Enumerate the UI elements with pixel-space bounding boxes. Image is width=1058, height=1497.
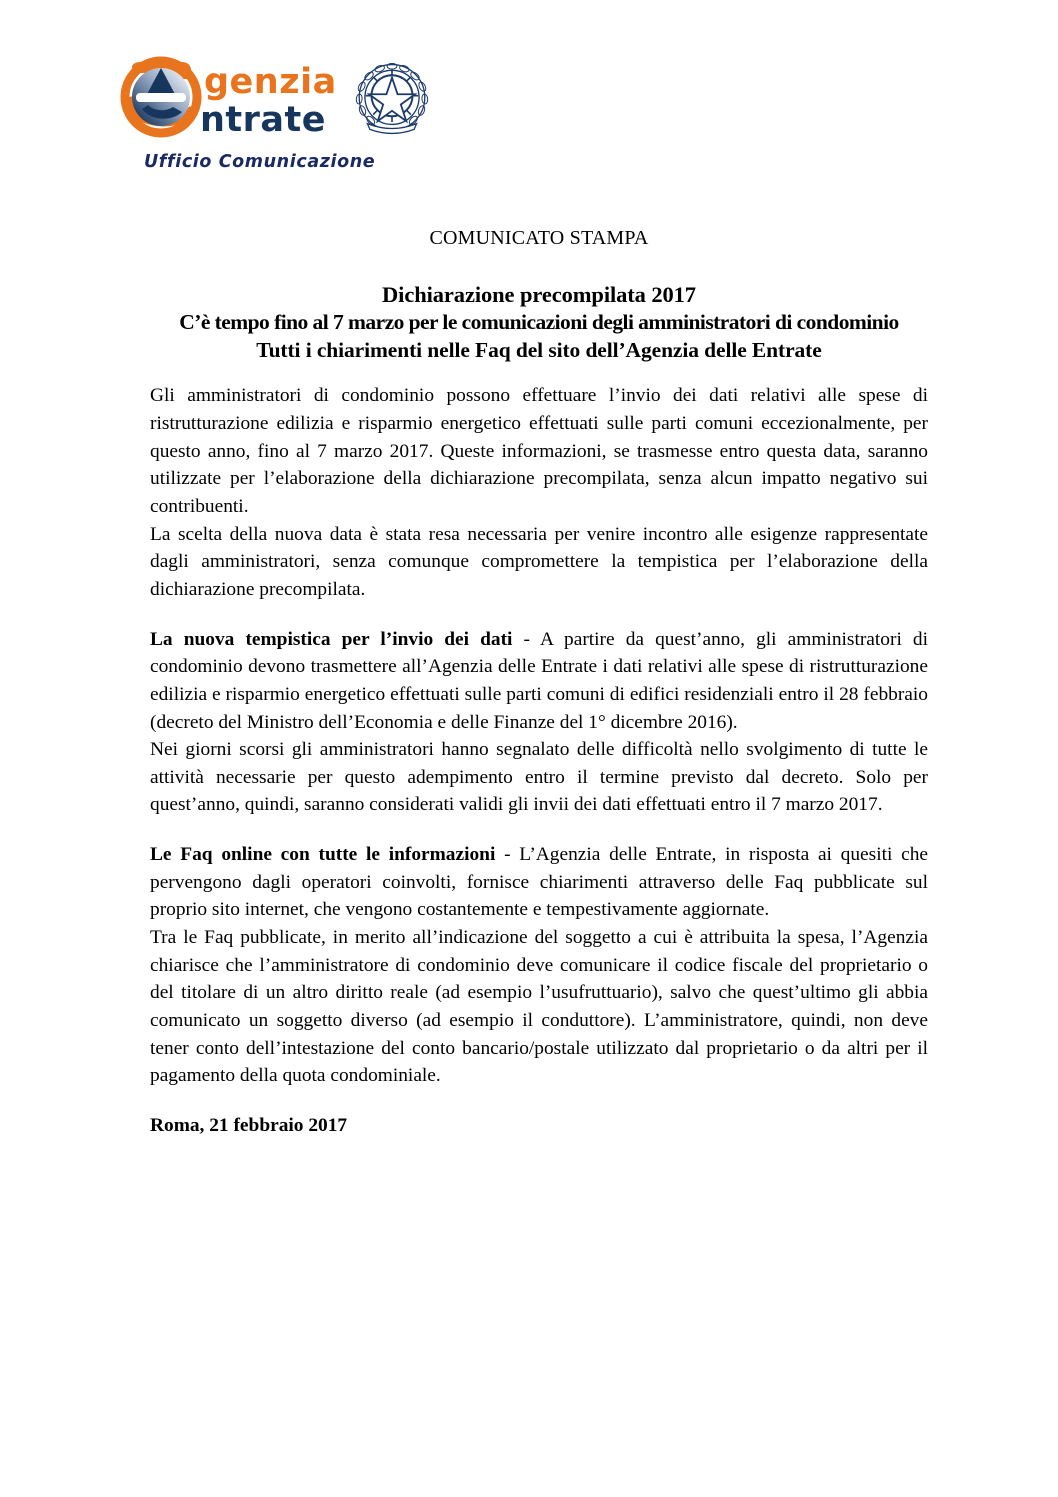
paragraph-faq-2 — [150, 924, 928, 1090]
dateline: Roma, 21 febbraio 2017 — [150, 1114, 348, 1136]
paragraph-spacer — [150, 819, 928, 841]
paragraph-intro-2 — [150, 521, 928, 604]
paragraph-spacer — [150, 604, 928, 626]
press-release-label: COMUNICATO STAMPA — [429, 227, 649, 249]
paragraph-lead: La nuova tempistica per l’invio dei dati — [150, 628, 513, 650]
paragraph-text: Nei giorni scorsi gli amministratori hanno segnalato delle difficoltà nello svolgimento di tutte le attività necessarie per questo adempimento entro il termine previsto dal decreto. Solo per quest’anno, quindi, saranno considerati validi gli invii dei dati effettuati entro il 7 marzo 2017. — [150, 739, 928, 816]
logo-subtitle: Ufficio Comunicazione — [144, 152, 376, 172]
paragraph-lead: Le Faq online con tutte le informazioni — [150, 844, 496, 866]
paragraph-intro-1 — [150, 382, 928, 520]
paragraph-faq-1 — [150, 841, 928, 924]
paragraph-text: - L’Agenzia delle Entrate, in risposta ai quesiti che pervengono dagli operatori coinvolti, fornisce chiarimenti attraverso delle Faq pubblicate sul proprio sito internet, che vengono costantemente e tempestivamente aggiornate. — [150, 844, 928, 921]
headline-line-1: Dichiarazione precompilata 2017 — [382, 282, 696, 307]
paragraph-text: - A partire da quest’anno, gli amministratori di condominio devono trasmettere all’Agenzia delle Entrate i dati relativi alle spese di ristrutturazione edilizia e risparmio energetico effettuati sulle parti comuni di edifici residenziali entro il 28 febbraio (decreto del Ministro dell’Economia e delle Finanze del 1° dicembre 2016). — [150, 628, 928, 733]
document-body — [150, 0, 928, 1140]
logo-text-ntrate: ntrate — [200, 100, 326, 140]
paragraph-text: Tra le Faq pubblicate, in merito all’indicazione del soggetto a cui è attribuita la spesa, l’Agenzia chiarisce che l’amministratore di condominio deve comunicare il codice fiscale del proprietario o del titolare di un altro diritto reale (ad esempio l’usufruttuario), salvo che quest’ultimo gli abbia comunicato un soggetto diverso (ad esempio il conduttore). L’amministratore, quindi, non deve tener conto dell’intestazione del conto bancario/postale utilizzato dal proprietario o da altri per il pagamento della quota condominiale. — [150, 927, 928, 1087]
article-text — [150, 382, 928, 1139]
page-title — [150, 280, 928, 364]
paragraph-tempistica-2 — [150, 736, 928, 819]
paragraph-tempistica-1 — [150, 626, 928, 737]
paragraph-text: La scelta della nuova data è stata resa necessaria per venire incontro alle esigenze rappresentate dagli amministratori, senza comunque compromettere la tempistica per l’elaborazione della dichiarazione precompilata. — [150, 523, 928, 600]
headline-line-2: C’è tempo fino al 7 marzo per le comunicazioni degli amministratori di condominio — [179, 310, 899, 335]
paragraph-text: Gli amministratori di condominio possono effettuare l’invio dei dati relativi alle spese di ristrutturazione edilizia e risparmio energetico effettuati sulle parti comuni eccezionalmente, per questo anno, fino al 7 marzo 2017. Queste informazioni, se trasmesse entro questa data, saranno utilizzate per l’elaborazione della dichiarazione precompilata, senza alcun impatto negativo sui contribuenti. — [150, 385, 928, 518]
logo-text-genzia: genzia — [204, 62, 337, 102]
headline-line-3: Tutti i chiarimenti nelle Faq del sito dell’Agenzia delle Entrate — [256, 337, 822, 362]
